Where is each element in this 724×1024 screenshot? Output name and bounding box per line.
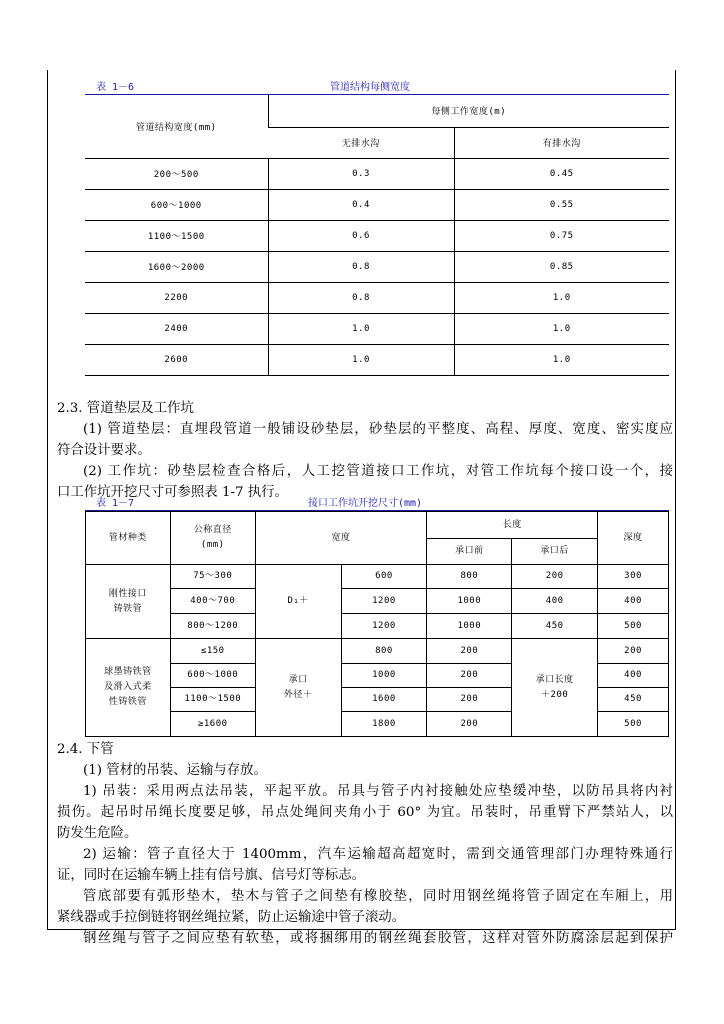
section-2-3-heading: 2.3. 管道垫层及工作坑 (57, 401, 194, 416)
table-row (85, 344, 669, 375)
t16-cell: 2400 (85, 313, 268, 344)
t16-header-width: 管道结构宽度(mm) (85, 95, 268, 158)
t17-cell: 1200 (341, 614, 427, 639)
section-2-4-p2-line2: 损伤。起吊时吊绳长度要足够，吊点处绳间夹角小于 60° 为宜。吊装时，吊重臂下严禁站人，以 (57, 805, 673, 820)
section-2-4-p5-line1: 钢丝绳与管子之间应垫有软垫，或将捆绑用的钢丝绳套胶管，这样对管外防腐涂层起到保护 (83, 931, 673, 946)
t16-cell: 1.0 (454, 313, 669, 344)
t17-cell: 200 (427, 712, 512, 737)
t17-group2-width-formula (255, 639, 341, 737)
table-row (86, 565, 669, 589)
t17-cell: 75～300 (170, 565, 255, 589)
t16-cell: 0.4 (268, 189, 454, 220)
t17-group2-name (86, 639, 171, 737)
table-row (85, 158, 669, 189)
t17-cell: 800 (341, 639, 427, 664)
t17-header-diameter-l2: (mm) (200, 540, 225, 550)
t16-cell: 1.0 (268, 344, 454, 375)
t17-cell: 200 (427, 688, 512, 712)
section-2-4-p1: (1) 管材的吊装、运输与存放。 (83, 763, 267, 778)
table-row (85, 313, 669, 344)
section-2-4-p4-line1: 管底部要有弧形垫木，垫木与管子之间垫有橡胶垫，同时用钢丝绳将管子固定在车厢上，用 (83, 889, 673, 904)
t17-cell: 450 (512, 614, 598, 639)
t16-cell: 0.85 (454, 251, 669, 282)
t16-cell: 0.3 (268, 158, 454, 189)
t16-cell: 1.0 (268, 313, 454, 344)
t17-header-material: 管材种类 (86, 512, 171, 565)
t17-cell: 800 (427, 565, 512, 589)
t17-header-length: 长度 (427, 512, 598, 539)
t17-group1-width-formula: D₁＋ (255, 565, 341, 639)
t16-header-no-ditch: 无排水沟 (268, 127, 454, 158)
t17-header-diameter (170, 512, 255, 565)
table-row (85, 282, 669, 313)
t17-cell: 1800 (341, 712, 427, 737)
t17-group2-name-l2: 及滑入式柔 (104, 682, 152, 692)
t17-cell: 600～1000 (170, 664, 255, 688)
section-2-3-p1-line2: 符合设计要求。 (57, 443, 151, 458)
section-2-4-heading: 2.4. 下管 (57, 742, 114, 757)
t16-cell: 0.6 (268, 220, 454, 251)
t16-cell: 200～500 (85, 158, 268, 189)
t16-cell: 0.55 (454, 189, 669, 220)
section-2-4-p3-line1: 2) 运输：管子直径大于 1400mm，汽车运输超高超宽时，需到交通管理部门办理特殊通行 (83, 847, 673, 862)
t17-cell: 400 (598, 664, 669, 688)
t17-cell: 1100～1500 (170, 688, 255, 712)
table-1-6-label: 表 1－6 (96, 82, 135, 93)
t17-cell: ≥1600 (170, 712, 255, 737)
t16-cell: 0.8 (268, 251, 454, 282)
t17-cell: 200 (598, 639, 669, 664)
t17-header-width: 宽度 (255, 512, 427, 565)
t17-cell: 200 (427, 639, 512, 664)
t17-group2-width-l2: 外径＋ (283, 689, 313, 700)
t17-group2-name-l3: 性铸铁管 (108, 697, 147, 707)
t17-cell: 500 (598, 712, 669, 737)
table-1-7-title: 接口工作坑开挖尺寸(mm) (308, 498, 423, 509)
t17-header-back: 承口后 (512, 539, 598, 565)
t16-header-with-ditch: 有排水沟 (454, 127, 669, 158)
t17-cell: 1000 (427, 614, 512, 639)
section-2-3-p2-line1: (2) 工作坑：砂垫层检查合格后，人工挖管道接口工作坑，对管工作坑每个接口设一个，接 (83, 464, 673, 479)
t16-cell: 1.0 (454, 282, 669, 313)
section-2-4-p4-line2: 紧线器或手拉倒链将钢丝绳拉紧，防止运输途中管子滚动。 (57, 910, 406, 925)
table-1-6-title: 管道结构每侧宽度 (330, 82, 410, 93)
table-row (86, 614, 669, 639)
section-2-3-p2-line2: 口工作坑开挖尺寸可参照表 1-7 执行。 (57, 485, 288, 500)
table-1-6 (85, 95, 669, 376)
t17-header-diameter-l1: 公称直径 (193, 525, 232, 535)
t17-group2-name-l1: 球墨铸铁管 (104, 667, 152, 677)
table-row (85, 189, 669, 220)
t17-cell: 1600 (341, 688, 427, 712)
t17-cell: 400 (512, 589, 598, 614)
t17-cell: 1000 (427, 589, 512, 614)
t16-cell: 2600 (85, 344, 268, 375)
t17-header-front: 承口前 (427, 539, 512, 565)
table-row (86, 589, 669, 614)
t17-cell: 450 (598, 688, 669, 712)
section-2-4-p2-line1: 1) 吊装：采用两点法吊装，平起平放。吊具与管子内衬接触处应垫缓冲垫，以防吊具将内衬 (83, 784, 673, 799)
t17-cell: 200 (427, 664, 512, 688)
section-2-3-p1-line1: (1) 管道垫层：直埋段管道一般铺设砂垫层，砂垫层的平整度、高程、厚度、宽度、密实度应 (83, 422, 673, 437)
t17-group1-name-l1: 刚性接口 (108, 588, 147, 599)
section-2-4-p2-line3: 防发生危险。 (57, 826, 138, 841)
table-1-7-label: 表 1－7 (96, 498, 135, 509)
t17-group2-back (512, 639, 598, 737)
t17-header-depth: 深度 (598, 512, 669, 565)
t17-cell: 500 (598, 614, 669, 639)
t16-cell: 1600～2000 (85, 251, 268, 282)
t17-cell: 1200 (341, 589, 427, 614)
table-row (86, 639, 669, 664)
section-2-4-p3-line2: 证，同时在运输车辆上挂有信号旗、信号灯等标志。 (57, 868, 365, 883)
t17-group1-name-l2: 铸铁管 (113, 603, 143, 614)
t16-cell: 1100～1500 (85, 220, 268, 251)
t17-cell: 200 (512, 565, 598, 589)
t16-cell: 0.8 (268, 282, 454, 313)
table-row (85, 251, 669, 282)
table-row (85, 220, 669, 251)
t17-cell: 600 (341, 565, 427, 589)
t17-cell: 1000 (341, 664, 427, 688)
t16-cell: 1.0 (454, 344, 669, 375)
t17-cell: 800～1200 (170, 614, 255, 639)
t17-group2-width-l1: 承口 (288, 674, 308, 685)
t16-cell: 0.75 (454, 220, 669, 251)
table-1-7 (85, 511, 669, 737)
t17-cell: 300 (598, 565, 669, 589)
t17-cell: 400～700 (170, 589, 255, 614)
t17-group1-name (86, 565, 171, 639)
t17-cell: 400 (598, 589, 669, 614)
t16-cell: 0.45 (454, 158, 669, 189)
t16-cell: 2200 (85, 282, 268, 313)
t17-cell: ≤150 (170, 639, 255, 664)
t17-group2-back-l1: 承口长度 (535, 674, 574, 685)
t16-cell: 600～1000 (85, 189, 268, 220)
t17-group2-back-l2: ＋200 (541, 689, 569, 700)
t16-header-group: 每侧工作宽度(m) (268, 95, 669, 127)
